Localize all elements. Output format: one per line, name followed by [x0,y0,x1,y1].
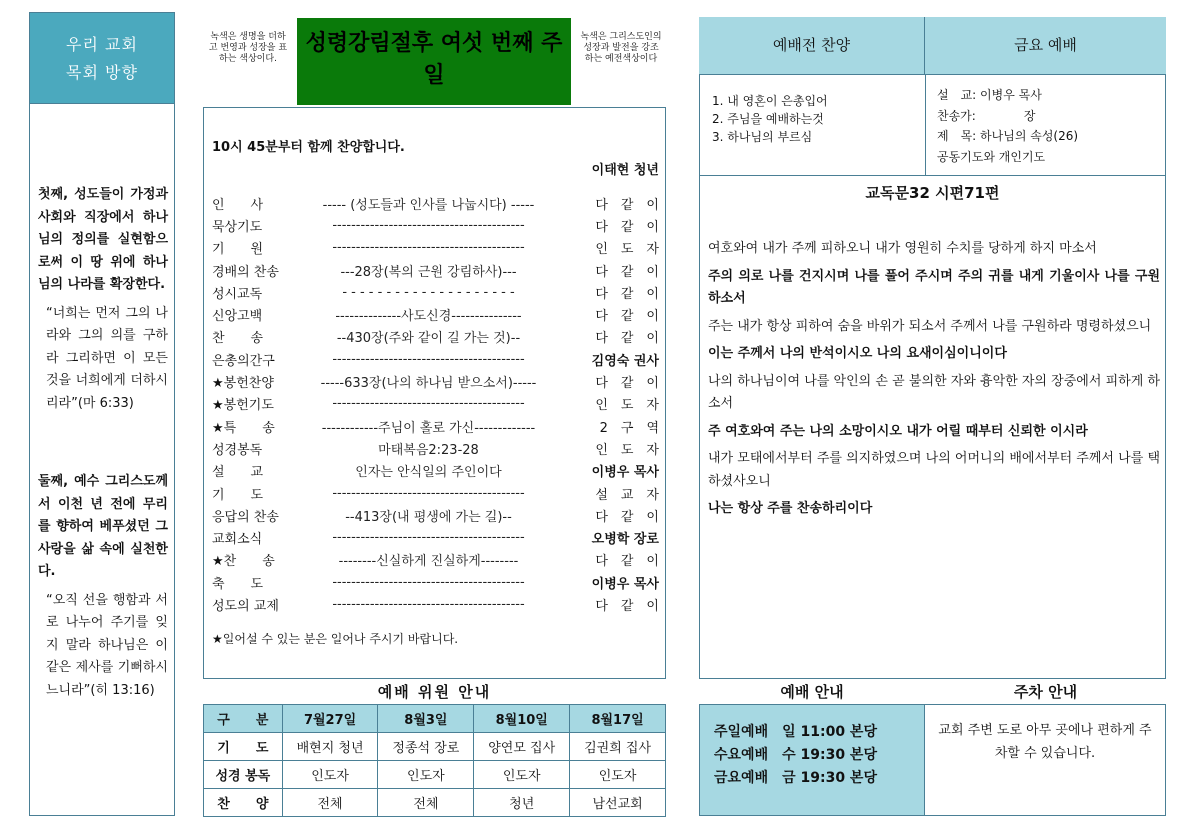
servant-row [204,789,666,817]
vision-header-line1: 우리 교회 [66,35,138,54]
service-item-leader: 다 같 이 [595,309,659,325]
divider [699,175,1166,176]
service-item-label: 교회소식 [212,532,263,548]
worship-schedule [699,704,925,816]
service-item-leader: 다 같 이 [595,197,659,213]
sunday-title: 성령강림절후 여섯 번째 주일 [297,18,571,105]
service-item-detail: ----------------------------------------- [332,596,525,612]
service-item-label: 인 사 [212,197,264,213]
service-item-label: 기 도 [212,487,264,503]
service-row [212,259,659,281]
service-item-label: 신앙고백 [212,309,263,325]
service-item-label: ★봉헌기도 [212,398,274,414]
service-row [212,415,659,437]
service-item-leader: 이병우 목사 [591,576,659,592]
servant-cell: 남선교회 [570,789,666,817]
service-item-label: 경배의 찬송 [212,264,279,280]
service-item-label: 설 교 [212,465,264,481]
service-item-detail: ------------주님이 홀로 가신------------- [321,420,536,436]
service-item-label: ★찬 송 [212,554,275,570]
servant-cell: 전체 [282,789,378,817]
servant-cell: 김권희 집사 [570,733,666,761]
friday-worship-info [937,85,1078,167]
service-item-detail: ----------------------------------------- [332,574,525,590]
servant-table [203,704,666,817]
service-item-detail: 마태복음2:23-28 [378,442,479,458]
service-item-leader: 다 같 이 [595,509,659,525]
reading-leader-line: 나의 하나님이여 나를 악인의 손 곧 불의한 자와 흉악한 자의 장중에서 피하게 하소서 [708,373,1160,411]
service-item-detail: -----633장(나의 하나님 받으소서)----- [320,376,537,392]
service-row [212,549,659,571]
service-intro: 10시 45분부터 함께 찬양합니다. [212,140,405,155]
reading-leader-line: 주는 내가 항상 피하여 숨을 바위가 되소서 주께서 나를 구원하라 명령하셨으니 [708,318,1152,334]
service-item-detail: --------신실하게 진실하게-------- [338,554,519,570]
worship-time: 수요예배 수 19:30 본당 [714,747,877,763]
vision-header-line2: 목회 방향 [66,63,138,82]
praise-song: 3. 하나님의 부르심 [712,130,813,144]
vision-goal-1: 첫째, 성도들이 가정과 사회와 직장에서 하나님의 정의를 실현함으로써 이 땅 위에 하나님의 나라를 확장한다. [38,187,168,292]
servant-col-header: 구 분 [204,705,283,733]
service-item-leader: 인 도 자 [595,242,659,258]
servant-cell: 정종석 장로 [378,733,474,761]
liturgical-color-note-right: 녹색은 그리스도인의 성장과 발전을 강조하는 예전색상이다 [580,32,662,64]
service-item-label: 성시교독 [212,286,263,302]
worship-schedule-title: 예배 안내 [780,683,844,701]
parking-info: 교회 주변 도로 아무 곳에나 편하게 주차할 수 있습니다. [925,704,1166,816]
praise-song: 2. 주님을 예배하는것 [712,112,824,126]
servant-table-title: 예배 위원 안내 [377,683,492,701]
service-row [212,460,659,482]
service-row [212,214,659,236]
service-item-detail: ---28장(복의 근원 강림하사)--- [340,264,517,280]
reading-response: 주의 의로 나를 건지시며 나를 풀어 주시며 주의 귀를 내게 기울이사 나를 구원하소서 [708,268,1160,306]
servant-cell: 인도자 [570,761,666,789]
service-row [212,504,659,526]
service-item-label: 묵상기도 [212,219,263,235]
service-row [212,192,659,214]
servant-row [204,733,666,761]
responsive-reading [708,238,1160,526]
stand-note: ★일어설 수 있는 분은 일어나 주시기 바랍니다. [212,631,459,646]
pre-worship-praise-header: 예배전 찬양 [699,17,925,74]
reading-response: 주 여호와여 주는 나의 소망이시오 내가 어릴 때부터 신뢰한 이시라 [708,423,1088,439]
service-item-detail: --------------사도신경--------------- [335,309,522,325]
service-item-detail: ----------------------------------------- [332,240,525,256]
service-item-leader: 이병우 목사 [591,465,659,481]
service-row [212,437,659,459]
service-item-detail: ----------------------------------------- [332,351,525,367]
servant-role: 성경 봉독 [204,761,283,789]
service-item-label: 성도의 교제 [212,598,279,614]
servant-col-header: 7월27일 [282,705,378,733]
service-row [212,237,659,259]
reading-leader-line: 여호와여 내가 주께 피하오니 내가 영원히 수치를 당하게 하지 마소서 [708,241,1097,256]
friday-line: 공동기도와 개인기도 [937,149,1046,164]
servant-cell: 양연모 집사 [474,733,570,761]
service-item-leader: 다 같 이 [595,286,659,302]
servant-col-header: 8월17일 [570,705,666,733]
servant-cell: 전체 [378,789,474,817]
servant-cell: 청년 [474,789,570,817]
servant-cell: 인도자 [378,761,474,789]
service-row [212,370,659,392]
service-item-label: 성경봉독 [212,442,263,458]
praise-song: 1. 내 영혼이 은총입어 [712,94,828,108]
service-item-leader: 인 도 자 [595,442,659,458]
vision-body [29,104,175,816]
service-row [212,281,659,303]
service-item-leader: 인 도 자 [595,398,659,414]
service-item-label: 응답의 찬송 [212,509,279,525]
service-item-leader: 오병학 장로 [591,532,659,548]
servant-col-header: 8월3일 [378,705,474,733]
service-item-label: 찬 송 [212,331,264,347]
service-rows [212,192,659,616]
order-of-service [203,107,666,679]
reading-response: 나는 항상 주를 찬송하리이다 [708,501,873,516]
service-item-label: ★특 송 [212,420,275,436]
service-item-leader: 다 같 이 [595,376,659,392]
service-item-detail: --430장(주와 같이 길 가는 것)-- [336,331,521,347]
service-item-detail: ----------------------------------------- [332,217,525,233]
service-item-label: 기 원 [212,242,264,258]
service-item-leader: 다 같 이 [595,264,659,280]
service-row [212,593,659,615]
servant-cell: 배현지 청년 [282,733,378,761]
vision-verse-2: “오직 선을 행함과 서로 나누어 주기를 잊지 말라 하나님은 이 같은 제사를 기뻐하시느니라”(히 13:16) [46,592,168,698]
service-item-detail: ----- (성도들과 인사를 나눕시다) ----- [322,197,535,213]
service-item-leader: 김영숙 권사 [591,353,659,369]
servant-cell: 인도자 [282,761,378,789]
service-row [212,526,659,548]
reading-leader-line: 내가 모태에서부터 주를 의지하였으며 나의 어머니의 배에서부터 주께서 나를 택하셨사오니 [708,451,1160,489]
service-item-leader: 다 같 이 [595,554,659,570]
divider [699,74,1166,75]
service-item-detail: - - - - - - - - - - - - - - - - - - - - [342,284,515,300]
friday-line: 찬송가: 장 [937,108,1036,123]
service-item-leader: 다 같 이 [595,331,659,347]
service-item-label: 은총의간구 [212,353,275,369]
servant-table-header [204,705,666,733]
servant-role: 기 도 [204,733,283,761]
friday-worship-header: 금요 예배 [925,17,1166,74]
worship-time: 금요예배 금 19:30 본당 [714,770,877,786]
service-row [212,482,659,504]
praise-leader: 이태현 청년 [591,163,659,178]
responsive-reading-title: 교독문32 시편71편 [865,184,1000,202]
service-item-leader: 2 구 역 [599,420,659,436]
servant-role: 찬 양 [204,789,283,817]
service-row [212,326,659,348]
service-row [212,571,659,593]
liturgical-color-note-left: 녹색은 생명을 더하고 번영과 성장을 표하는 색상이다. [208,32,288,64]
service-row [212,348,659,370]
friday-line: 설 교: 이병우 목사 [937,88,1042,102]
service-row [212,303,659,325]
parking-info-title: 주차 안내 [1013,683,1078,701]
service-item-detail: --413장(내 평생에 가는 길)-- [345,509,512,525]
service-item-leader: 다 같 이 [595,219,659,235]
service-item-label: 축 도 [212,576,264,592]
service-item-leader: 설 교 자 [595,487,659,503]
servant-col-header: 8월10일 [474,705,570,733]
servant-cell: 인도자 [474,761,570,789]
friday-line: 제 목: 하나님의 속성(26) [937,129,1079,143]
divider [925,74,926,175]
service-item-detail: 인자는 안식일의 주인이다 [355,465,502,481]
vision-header [29,12,175,104]
servant-table-body [204,733,666,817]
service-item-detail: ----------------------------------------- [332,485,525,501]
service-row [212,393,659,415]
service-item-detail: ----------------------------------------- [332,396,525,412]
service-item-leader: 다 같 이 [595,598,659,614]
servant-row [204,761,666,789]
service-item-label: ★봉헌찬양 [212,376,274,392]
vision-verse-1: “너희는 먼저 그의 나라와 그의 의를 구하라 그리하면 이 모든 것을 너희에게 더하시리라”(마 6:33) [46,305,168,411]
worship-time: 주일예배 일 11:00 본당 [714,724,877,740]
reading-response: 이는 주께서 나의 반석이시오 나의 요새이심이니이다 [708,346,1007,361]
service-item-detail: ----------------------------------------- [332,530,525,546]
vision-goal-2: 둘째, 예수 그리스도께서 이천 년 전에 무리를 향하여 베푸셨던 그 사랑을 삶 속에 실천한다. [38,474,168,579]
praise-song-list [712,92,828,146]
